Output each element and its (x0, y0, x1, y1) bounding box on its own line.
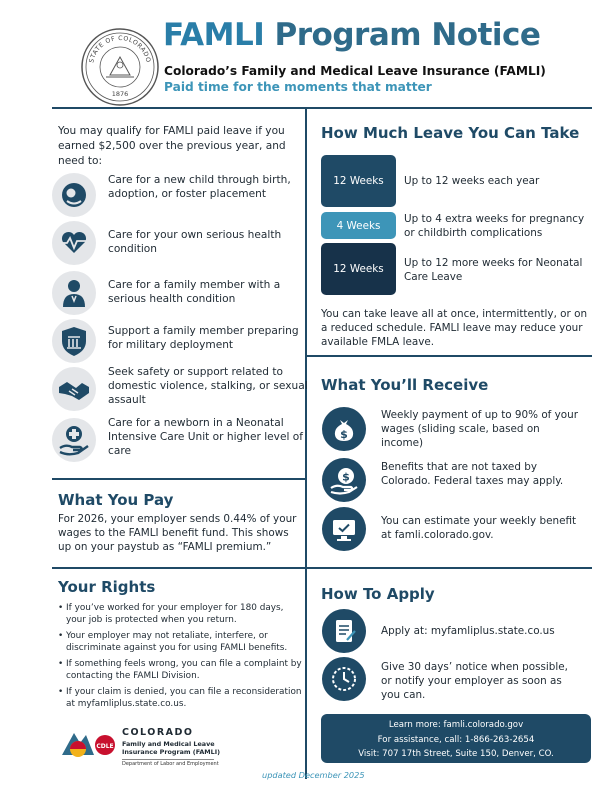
medical-hand-icon (52, 418, 96, 462)
need-text: Support a family member preparing for military deployment (108, 325, 299, 351)
receive-item-text: Weekly payment of up to 90% of your wages (sliding scale, based on income) (381, 409, 579, 449)
learn-more-link[interactable]: Learn more: famli.colorado.gov (388, 720, 524, 730)
week-badge: 12 Weeks (321, 155, 396, 207)
heartbeat-icon (52, 221, 96, 265)
leave-item-text: Up to 4 extra weeks for pregnancy or childbirth complications (404, 213, 585, 239)
apply-heading: How To Apply (321, 585, 435, 603)
colorado-state-seal (80, 27, 160, 107)
need-text: Care for a newborn in a Neonatal Intensive Care Unit or higher level of care (108, 417, 303, 457)
contact-box (321, 714, 591, 763)
caregiver-icon (52, 271, 96, 315)
money-bag-icon (322, 407, 366, 451)
rights-item: • If your claim is denied, you can file a reconsideration at myfamliplus.state.co.us. (58, 687, 303, 710)
need-item (52, 319, 302, 363)
visit-address: Visit: 707 17th Street, Suite 150, Denver, CO. (358, 749, 554, 759)
svg-text:CDLE: CDLE (96, 743, 114, 750)
receive-item-text: Benefits that are not taxed by Colorado. Federal taxes may apply. (381, 461, 564, 487)
rights-item: • If something feels wrong, you can file a complaint by contacting the FAMLI Division. (58, 659, 303, 682)
famli-logo (60, 723, 240, 773)
week-badge: 12 Weeks (321, 243, 396, 295)
handshake-icon (52, 367, 96, 411)
left-divider-2 (52, 567, 305, 569)
computer-check-icon (322, 507, 366, 551)
military-shield-icon (52, 319, 96, 363)
left-divider-1 (52, 478, 305, 480)
rights-list (58, 603, 303, 715)
logo-program: Family and Medical Leave Insurance Program (FAMLI) (122, 740, 221, 756)
need-text: Care for a family member with a serious health condition (108, 279, 281, 305)
header-divider (52, 107, 592, 109)
receive-item-text: You can estimate your weekly benefit at famli.colorado.gov. (381, 515, 577, 541)
rights-item: • Your employer may not retaliate, interfere, or discriminate against you for using FAMLI benefits. (58, 631, 303, 654)
need-item (52, 221, 302, 265)
leave-item-text: Up to 12 weeks each year (404, 175, 540, 187)
need-text: Seek safety or support related to domestic violence, stalking, or sexual assault (108, 366, 308, 406)
leave-item-text: Up to 12 more weeks for Neonatal Care Leave (404, 257, 583, 283)
apply-item-text: Apply at: myfamliplus.state.co.us (381, 625, 555, 637)
right-divider-1 (307, 355, 592, 357)
checklist-icon (322, 609, 366, 653)
pay-heading: What You Pay (58, 491, 174, 509)
week-badge: 4 Weeks (321, 212, 396, 239)
logo-rule (122, 759, 214, 760)
need-item (52, 418, 302, 462)
colorado-logo-icon (60, 727, 118, 757)
logo-department: Department of Labor and Employment (122, 761, 219, 767)
svg-text:$: $ (340, 428, 348, 441)
need-text: Care for your own serious health condition (108, 229, 282, 255)
title-rest: Program Notice (274, 17, 541, 53)
right-divider-2 (307, 567, 592, 569)
baby-icon (52, 173, 96, 217)
page-subtitle: Colorado’s Family and Medical Leave Insurance (FAMLI) (164, 64, 546, 78)
need-item (52, 271, 302, 315)
pay-text: For 2026, your employer sends 0.44% of your wages to the FAMLI benefit fund. This shows up on your paystub as “FAMLI premium.” (58, 513, 297, 553)
need-item (52, 366, 308, 411)
svg-text:STATE OF COLORADO: STATE OF COLORADO (88, 34, 152, 64)
rights-item: • If you’ve worked for your employer for 180 days, your job is protected when you return. (58, 603, 303, 626)
clock-icon (322, 657, 366, 701)
assistance-phone[interactable]: For assistance, call: 1-866-263-2654 (377, 734, 535, 745)
svg-text:$: $ (342, 470, 350, 484)
rights-heading: Your Rights (58, 578, 156, 596)
page-tagline: Paid time for the moments that matter (164, 80, 432, 94)
updated-date: updated December 2025 (262, 770, 365, 780)
apply-item-text: Give 30 days’ notice when possible, or notify your employer as soon as you can. (381, 661, 568, 701)
svg-text:1876: 1876 (111, 90, 129, 98)
logo-state: COLORADO (122, 727, 194, 738)
title-brand: FAMLI (163, 17, 265, 53)
need-text: Care for a new child through birth, adoption, or foster placement (108, 174, 291, 200)
leave-note: You can take leave all at once, intermittently, or on a reduced schedule. FAMLI leave may reduce your available FMLA leave. (321, 308, 588, 348)
page-title (163, 17, 540, 53)
receive-heading: What You’ll Receive (321, 376, 489, 394)
dollar-hand-icon (322, 458, 366, 502)
leave-heading: How Much Leave You Can Take (321, 124, 580, 142)
eligibility-intro: You may qualify for FAMLI paid leave if you earned $2,500 over the previous year, and need to: (58, 125, 286, 167)
need-item (52, 173, 302, 217)
